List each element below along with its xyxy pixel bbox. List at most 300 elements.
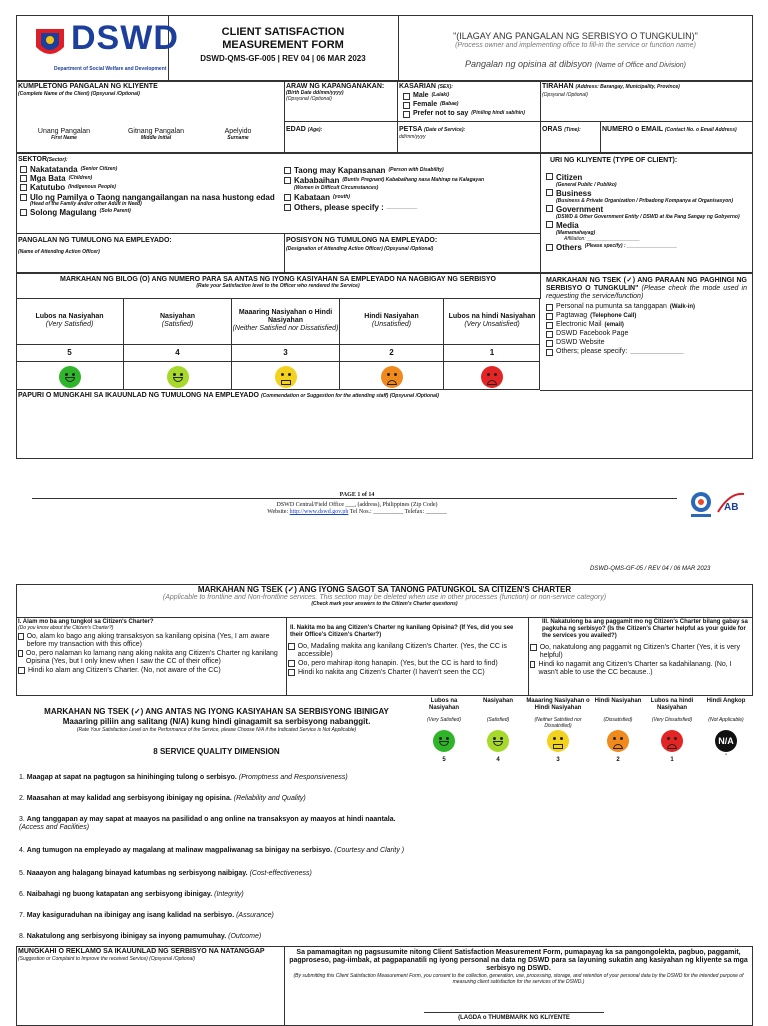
sqd-row-number: 1. (19, 774, 25, 782)
rating-header-text: MARKAHAN NG BILOG (O) ANG NUMERO PARA SA ANTAS NG IYONG KASIYAHAN SA EMPLEYADO NA NAGBIGAY NG SERBISYO (60, 276, 496, 283)
sqd-rating-cell[interactable] (525, 927, 591, 948)
checkbox-label: Electronic Mail (556, 321, 602, 329)
sqd-row-number: 7. (19, 912, 25, 920)
checkbox-label: Ulo ng Pamilya o Taong nangangailangan na nasa hustong edad (30, 192, 275, 202)
checkbox-label: Hindi ko alam ang Citizen's Charter. (No, not aware of the CC) (28, 666, 221, 674)
sector-left-list (20, 165, 284, 217)
checkbox-label: Government (556, 204, 604, 214)
sqd-header: MARKAHAN NG TSEK (✓) ANG ANTAS NG IYONG KASIYAHAN SA SERBISYONG IBINIGAY (44, 707, 389, 717)
smile-face-icon (487, 730, 509, 752)
checkbox[interactable] (546, 244, 553, 251)
sqd-rating-cell[interactable] (417, 885, 471, 906)
sqd-rating-cell[interactable] (591, 906, 645, 927)
logo-subtitle: Department of Social Welfare and Development (54, 66, 167, 72)
checkbox-label: Oo, pero nalaman ko lamang nang aking nakita ang Citizen's Charter ng kanilang Opisina (Yes, but I only knew when I saw the CC of their office) (25, 649, 278, 665)
rating-label: Hindi Nasiyahan (364, 312, 419, 320)
sqd-col-sublabel: (Dissatisfied) (603, 717, 633, 723)
sqd-row (16, 927, 753, 948)
sqd-rating-cell[interactable] (699, 810, 753, 838)
client-type-others[interactable] (546, 243, 747, 252)
checkbox[interactable] (288, 643, 295, 650)
position-label: POSISYON NG TUMULONG NA EMPLEYADO: (286, 237, 438, 244)
frown-face-icon (381, 366, 403, 388)
checkbox[interactable] (284, 194, 291, 201)
cc-option[interactable] (530, 661, 751, 677)
sqd-rating-cell[interactable] (471, 768, 525, 789)
cc3-options (530, 644, 751, 677)
checkbox-label: DSWD Facebook Page (556, 330, 629, 338)
checkbox[interactable] (546, 340, 553, 347)
time-cell[interactable] (540, 121, 601, 153)
rating-number: 1 (444, 345, 540, 362)
sqd-rating-cell[interactable] (525, 810, 591, 838)
sqd-column-header (591, 696, 645, 768)
sqd-rating-cell[interactable] (471, 789, 525, 810)
mode-header: MARKAHAN NG TSEK (✓) ANG PARAAN NG PAGHINGI NG SERBISYO O TUNGKULIN" (Please check the mode used in requesting the service/function) (546, 277, 747, 301)
cc-header-text: MARKAHAN NG TSEK (✓) ANG IYONG SAGOT SA TANONG PATUNGKOL SA CITIZEN'S CHARTER (197, 585, 572, 594)
sqd-col-sublabel: (Satisfied) (486, 717, 510, 723)
sqd-col-number: 5 (442, 757, 446, 763)
request-mode-option[interactable] (546, 348, 747, 356)
cc3-cell (528, 617, 753, 696)
form-title-line2: MEASUREMENT FORM (222, 39, 344, 52)
sqd-row-number: 4. (19, 846, 25, 854)
birthdate-label: ARAW NG KAPANGANAKAN: (286, 83, 385, 90)
address-label: TIRAHAN (Address: Barangay, Municipality, Province) (542, 83, 680, 90)
cc-option[interactable] (288, 643, 526, 659)
rating-header (16, 273, 541, 299)
sqd-col-number: 4 (496, 757, 500, 763)
sqd-rating-cell[interactable] (417, 810, 471, 838)
sqd-rating-cell[interactable] (645, 906, 699, 927)
signature-line (424, 1012, 604, 1013)
smile-face-icon (433, 730, 455, 752)
sector-option[interactable] (20, 165, 284, 174)
sector-option[interactable] (20, 183, 284, 192)
sqd-rating-cell[interactable] (699, 768, 753, 789)
sqd-rating-cell[interactable] (591, 864, 645, 885)
sex-cell (397, 81, 541, 122)
sqd-col-label: Nasiyahan (482, 698, 513, 704)
sector-option[interactable] (20, 208, 284, 217)
checkbox-label: Oo, nakatulong ang paggamit ng Citizen's Charter (Yes, it is very helpful) (539, 643, 740, 659)
checkbox-label: Others, please specify : (294, 203, 384, 213)
age-label: EDAD (Age): (286, 126, 323, 133)
sqd-row-text: Naaayon ang halagang binayad katumbas ng serbisyong naibigay. (26, 870, 248, 878)
service-date-format: dd/mm/yyyy (399, 134, 426, 141)
sqd-row-dimension: (Integrity) (214, 891, 244, 899)
smile-face-icon (59, 366, 81, 388)
checkbox[interactable] (546, 173, 553, 180)
page2-form-ref: DSWD-QMS-GF-05 / REV 04 / 06 MAR 2023 (590, 566, 711, 572)
checkbox-label: Oo, Madaling makita ang kanilang Citizen's Charter. (Yes, the CC is accessible) (297, 642, 507, 658)
checkbox-sublabel: ________________ (630, 348, 684, 355)
last-name-label: Apelyido Surname (224, 128, 252, 142)
client-type-option[interactable] (546, 221, 747, 230)
sqd-rating-cell[interactable] (591, 927, 645, 948)
sqd-rating-cell[interactable] (471, 906, 525, 927)
sqd-rating-cell[interactable] (525, 906, 591, 927)
rating-number: 3 (232, 345, 339, 362)
sqd-rating-cell[interactable] (699, 885, 753, 906)
rating-column[interactable] (16, 298, 124, 390)
cc1-cell (16, 617, 287, 696)
sector-option[interactable] (284, 166, 538, 175)
sector-note: (Head of the Family and/or other Adult in Need) (30, 200, 142, 207)
checkbox-label: Hindi ko nakita ang Citizen's Charter (I haven't seen the CC) (298, 668, 485, 676)
office-sub-en: (Name of Office and Division) (594, 61, 687, 69)
age-cell[interactable] (284, 121, 398, 153)
rating-column[interactable] (444, 298, 540, 390)
sqd-rating-cell[interactable] (471, 810, 525, 838)
sex-option[interactable] (403, 92, 540, 100)
sqd-rating-cell[interactable] (417, 906, 471, 927)
position-note: (Designation of Attending Action Officer) (Opsyunal /Optional) (286, 246, 434, 253)
checkbox[interactable] (284, 204, 291, 211)
sex-option[interactable] (403, 101, 540, 109)
service-date-cell[interactable] (397, 121, 541, 153)
sqd-rating-cell[interactable] (471, 838, 525, 864)
checkbox-label: Kababaihan (294, 176, 340, 186)
checkbox-sublabel: ___________ (386, 204, 418, 211)
rating-sublabel: (Neither Satisfied nor Dissatisfied) (232, 325, 339, 333)
sqd-col-sublabel: (Very Dissatisfied) (651, 717, 693, 723)
sqd-rating-cell[interactable] (645, 768, 699, 789)
sqd-rating-cell[interactable] (645, 885, 699, 906)
consent-cell (284, 946, 753, 1026)
checkbox[interactable] (20, 209, 27, 216)
service-date-label: PETSA (Date of Service): (399, 126, 466, 133)
reco-cell[interactable] (16, 946, 285, 1026)
sqd-row (16, 906, 753, 927)
sqd-rating-cell[interactable] (591, 789, 645, 810)
request-mode-option[interactable] (546, 312, 747, 320)
assisting-note: (Name of Attending Action Officer) (18, 249, 100, 256)
sqd-row-number: 3. (19, 815, 25, 823)
sqd-rating-cell[interactable] (645, 789, 699, 810)
cc-option[interactable] (288, 660, 526, 668)
sqd-row-text: Nakatulong ang serbisyong ibinigay sa inyong pamumuhay. (26, 933, 227, 941)
cc-applicable: (Applicable to frontline and Non-frontline services. This section may be deleted when use in other processes (function) or non-service category) (162, 594, 607, 602)
form-title-line1: CLIENT SATISFACTION (221, 26, 345, 38)
cc2-options (288, 643, 526, 677)
checkbox[interactable] (20, 194, 27, 201)
sqd-row (16, 789, 753, 810)
checkbox[interactable] (284, 177, 291, 184)
sqd-column-header (417, 696, 471, 768)
sqd-row-dimension: (Courtesy and Clarity ) (334, 846, 405, 854)
client-type-option[interactable] (546, 205, 747, 214)
cc-option[interactable] (18, 650, 284, 666)
sqd-table (16, 696, 753, 946)
request-mode-option[interactable] (546, 339, 747, 347)
sqd-rating-cell[interactable] (417, 927, 471, 948)
cc1-options (18, 633, 284, 675)
birthdate-cell[interactable] (284, 81, 398, 122)
request-mode-option[interactable] (546, 330, 747, 338)
sqd-rating-cell[interactable] (525, 768, 591, 789)
affiliation-field[interactable]: Affiliation: ___________________ (564, 235, 640, 242)
client-type-sublabel: (General Public / Publiko) (556, 182, 617, 189)
checkbox[interactable] (546, 349, 553, 356)
address-cell[interactable] (540, 81, 753, 122)
sqd-rating-cell[interactable] (645, 864, 699, 885)
comment-label: PAPURI O MUNGKAHI SA IKAUUNLAD NG TUMULONG NA EMPLEYADO (Commendation or Suggestion for the attending staff) (Opsyunal /Optional) (18, 392, 439, 399)
comment-cell[interactable] (16, 390, 753, 459)
svg-text:AB: AB (724, 502, 739, 513)
checkbox[interactable] (546, 331, 553, 338)
cc-option[interactable] (530, 644, 751, 660)
checkbox[interactable] (546, 313, 553, 320)
form-code: DSWD-QMS-GF-005 | REV 04 | 06 MAR 2023 (200, 54, 366, 64)
checkbox-label: Oo, alam ko bago ang aking transaksyon sa kanilang opisina (Yes, I am aware before my transaction with this office) (26, 632, 270, 648)
sqd-row-number: 8. (19, 933, 25, 941)
footer-contact: Website: http://www.dswd.gov.ph Tel Nos.: __________ Telefax: _______ (267, 509, 447, 515)
checkbox-label: Nakatatanda (30, 165, 78, 174)
frown-face-icon (607, 730, 629, 752)
assisting-label: PANGALAN NG TUMULONG NA EMPLEYADO: (18, 237, 172, 244)
checkbox-sublabel: (Solo Parent) (99, 208, 131, 215)
checkbox-sublabel: (Walk-in) (669, 303, 696, 310)
checkbox-label: Solong Magulang (30, 207, 97, 217)
sqd-row-dimension: (Promptness and Responsiveness) (238, 774, 348, 782)
neutral-face-icon (275, 366, 297, 388)
sqd-dimension-title: 8 SERVICE QUALITY DIMENSION (153, 747, 280, 757)
cc3-question: III. Nakatulong ba ang paggamit mo ng Citizen's Charter bilang gabay sa pagkuha ng serbisyo? (Is the Citizen's Charter helpful as your guide for the services you availed?) (542, 619, 748, 639)
checkbox[interactable] (284, 167, 291, 174)
cc-option[interactable] (18, 667, 284, 675)
rating-sub-text: (Rate your Satisfaction level to the Officer who rendered the Service) (196, 283, 360, 290)
client-type-option[interactable] (546, 173, 747, 182)
sqd-rating-cell[interactable] (471, 885, 525, 906)
checkbox-sublabel: (Indigenous People) (68, 184, 116, 191)
checkbox[interactable] (20, 184, 27, 191)
sqd-col-label: Hindi Angkop (706, 698, 746, 704)
checkbox-label: Others (556, 242, 582, 252)
address-opt: (Opsyunal /Optional) (542, 92, 588, 99)
sqd-col-number: 1 (670, 757, 674, 763)
sqd-rating-cell[interactable] (417, 864, 471, 885)
sqd-rating-cell[interactable] (525, 789, 591, 810)
rating-label: Lubos na hindi Nasiyahan (448, 312, 536, 320)
reco-label: MUNGKAHI O REKLAMO SA IKAUUNLAD NG SERBISYO NA NATANGGAP (18, 948, 265, 955)
checkbox-label: Others; please specify: (556, 348, 628, 356)
assisting-cell[interactable] (16, 233, 285, 273)
office-box (398, 15, 753, 81)
checkbox-sublabel: (Please specify) : __________________ (584, 243, 678, 250)
checkbox[interactable] (288, 669, 295, 676)
checkbox-label: Katutubo (30, 183, 66, 193)
sqd-rating-cell[interactable] (417, 838, 471, 864)
rating-sublabel: (Unsatisfied) (371, 321, 412, 328)
sector-cell (16, 153, 541, 234)
sector-note: (Women in Difficult Circumstances) (294, 185, 379, 192)
checkbox[interactable] (546, 189, 553, 196)
sqd-row-number: 2. (19, 795, 25, 803)
checkbox[interactable] (18, 667, 25, 674)
accreditation-logo-icon (716, 490, 746, 518)
sector-option[interactable] (284, 176, 538, 185)
checkbox-sublabel: (Person with Disability) (388, 166, 444, 173)
sector-right-list (284, 165, 538, 213)
office-note: (Process owner and implementing office to fill-in the service or function name) (455, 41, 696, 49)
sqd-rating-cell[interactable] (525, 864, 591, 885)
rating-column[interactable] (124, 298, 232, 390)
checkbox[interactable] (546, 221, 553, 228)
time-label: ORAS (Time): (542, 126, 581, 133)
checkbox-sublabel: (Telephone Call) (590, 312, 637, 319)
checkbox-label: Mga Bata (30, 174, 66, 184)
checkbox[interactable] (546, 322, 553, 329)
sqd-rating-cell[interactable] (471, 864, 525, 885)
sqd-rating-cell[interactable] (699, 789, 753, 810)
reco-note: (Suggestion or Complaint to Improve the received Service) (Opsyunal /Optional) (18, 956, 196, 963)
sqd-rating-cell[interactable] (591, 768, 645, 789)
smile-face-icon (167, 366, 189, 388)
sqd-rating-cell[interactable] (699, 838, 753, 864)
sqd-row (16, 864, 753, 885)
checkbox[interactable] (18, 633, 24, 640)
checkbox-sublabel: (Lalaki) (431, 92, 450, 99)
sqd-row-text: Maagap at sapat na pagtugon sa hinihinging tulong o serbisyo. (26, 774, 237, 782)
checkbox-label: Citizen (556, 173, 583, 183)
checkbox[interactable] (530, 644, 537, 651)
rating-number: 2 (340, 345, 443, 362)
contact-label: NUMERO o EMAIL (Contact No. o Email Address) (602, 126, 737, 133)
sqd-col-sublabel: (Neither Satisfied nor Dissatisfied) (534, 717, 582, 729)
sector-option[interactable] (284, 203, 538, 212)
sqd-rating-cell[interactable] (525, 838, 591, 864)
client-name-cell[interactable] (16, 81, 285, 153)
checkbox[interactable] (403, 93, 410, 100)
checkbox[interactable] (403, 102, 410, 109)
checkbox[interactable] (530, 661, 535, 668)
middle-name-label: Gitnang Pangalan Middle Initial (127, 128, 185, 142)
client-name-note: (Complete Name of the Client) (Opsyunal /Optional) (18, 91, 140, 98)
sqd-rating-cell[interactable] (645, 838, 699, 864)
consent-text: Sa pamamagitan ng pagsusumite nitong Client Satisfaction Measurement Form, pumapayag ka sa pangongolekta, pagbuo, paggamit, pagproseso, pag-iimbak, at pagpapanatili ng iyong personal na data ng DSWD para sa layuning sukatin ang kasiyahan ng kliyente sa mga serbisyo ng DSWD. (289, 949, 748, 973)
birthdate-opt: (Opsyunal /Optional) (286, 95, 332, 102)
sqd-rating-cell[interactable] (525, 885, 591, 906)
cc1-question: I. Alam mo ba ang tungkol sa Citizen's Charter? (18, 619, 154, 625)
checkbox-label: Kabataan (294, 193, 331, 203)
sector-option[interactable] (20, 174, 284, 183)
signature-label: (LAGDA o THUMBMARK NG KLIYENTE (458, 1015, 570, 1021)
sqd-rating-cell[interactable] (591, 885, 645, 906)
rating-number: 4 (124, 345, 231, 362)
sqd-rating-cell[interactable] (699, 906, 753, 927)
website-link[interactable]: http://www.dswd.gov.ph (289, 509, 349, 515)
office-title: "(ILAGAY ANG PANGALAN NG SERBISYO O TUNGKULIN)" (453, 31, 698, 41)
frown-face-icon (481, 366, 503, 388)
sqd-col-label: Lubos na Nasiyahan (428, 698, 459, 711)
client-type-option[interactable] (546, 189, 747, 198)
sqd-row (16, 885, 753, 906)
sqd-row (16, 810, 753, 838)
sqd-col-label: Maaaring Nasiyahan o Hindi Nasiyahan (526, 698, 590, 711)
rating-column[interactable] (340, 298, 444, 390)
checkbox[interactable] (403, 111, 410, 118)
sqd-col-sublabel: (Not Applicable) (708, 717, 744, 723)
sqd-rating-cell[interactable] (417, 789, 471, 810)
sqd-row-dimension: (Cost-effectiveness) (249, 870, 312, 878)
sqd-rating-cell[interactable] (645, 810, 699, 838)
sqd-col-sublabel: (Very Satisfied) (427, 717, 461, 723)
checkbox-sublabel: (email) (604, 321, 624, 328)
client-name-label: KUMPLETONG PANGALAN NG KLIYENTE (18, 83, 158, 90)
rating-label: Nasiyahan (159, 312, 196, 320)
checkbox-sublabel: (youth) (333, 193, 350, 200)
sex-options (403, 92, 540, 118)
sqd-row-dimension: (Outcome) (228, 933, 262, 941)
sqd-rating-cell[interactable] (591, 838, 645, 864)
rating-sublabel: (Satisfied) (161, 321, 194, 328)
rating-columns (16, 298, 540, 390)
sector-option[interactable] (284, 193, 538, 202)
sqd-rating-cell[interactable] (699, 864, 753, 885)
sqd-col-number: - (725, 752, 727, 758)
checkbox-label: Business (556, 188, 592, 198)
rating-label: Maaaring Nasiyahan o Hindi Nasiyahan (238, 308, 333, 324)
certification-logo-icon (688, 490, 714, 518)
checkbox-label: DSWD Website (556, 339, 605, 347)
office-sub (398, 59, 753, 70)
checkbox-label: Male (413, 92, 429, 100)
sqd-rating-cell[interactable] (645, 927, 699, 948)
cc-header (16, 585, 753, 608)
cc-option[interactable] (288, 669, 526, 677)
checkbox[interactable] (20, 175, 27, 182)
sqd-rating-cell[interactable] (591, 810, 645, 838)
client-type-label: URI NG KLIYENTE (TYPE OF CLIENT): (550, 157, 678, 164)
checkbox[interactable] (546, 205, 553, 212)
checkbox-label: Pagtawag (556, 312, 588, 320)
contact-cell[interactable] (600, 121, 753, 153)
dswd-logo-icon (32, 23, 68, 63)
checkbox[interactable] (18, 650, 23, 657)
cc-check-note: (Check mark your answers to the Citizen's Charter questions) (311, 601, 458, 608)
sqd-row-dimension: (Access and Facilities) (19, 824, 90, 831)
client-type-cell (540, 153, 753, 273)
sqd-row (16, 768, 753, 789)
checkbox[interactable] (546, 304, 553, 311)
sqd-rating-cell[interactable] (417, 768, 471, 789)
logo-brand: DSWD (71, 19, 179, 57)
logo-box (16, 15, 179, 81)
sqd-row-text: May kasiguraduhan na ibinigay ang isang kalidad na serbisyo. (26, 912, 235, 920)
sqd-header2: Maaaring piliin ang salitang (N/A) kung hindi ginagamit sa serbisyong nabanggit. (62, 716, 371, 726)
request-mode-option[interactable] (546, 303, 747, 311)
checkbox-sublabel: (Babae) (440, 101, 459, 108)
rating-column[interactable] (232, 298, 340, 390)
sector-label: SEKTOR(Sector): (18, 156, 68, 163)
sqd-rating-cell[interactable] (471, 927, 525, 948)
sqd-rating-cell[interactable] (699, 927, 753, 948)
checkbox[interactable] (288, 660, 295, 667)
request-mode-option[interactable] (546, 321, 747, 329)
checkbox-label: Taong may Kapansanan (294, 166, 386, 175)
sqd-row-dimension: (Reliability and Quality) (233, 795, 306, 803)
checkbox-label: Hindi ko nagamit ang Citizen's Charter sa kadahilanang. (No, I wasn't able to use the CC because..) (538, 660, 732, 676)
checkbox-sublabel: (Senior Citizen) (80, 165, 118, 172)
sex-option[interactable] (403, 110, 540, 118)
cc-option[interactable] (18, 633, 284, 649)
position-cell[interactable] (284, 233, 541, 273)
mode-cell (540, 273, 753, 391)
rating-label: Lubos na Nasiyahan (35, 312, 104, 320)
sqd-column-header (699, 696, 753, 768)
checkbox[interactable] (20, 166, 27, 173)
